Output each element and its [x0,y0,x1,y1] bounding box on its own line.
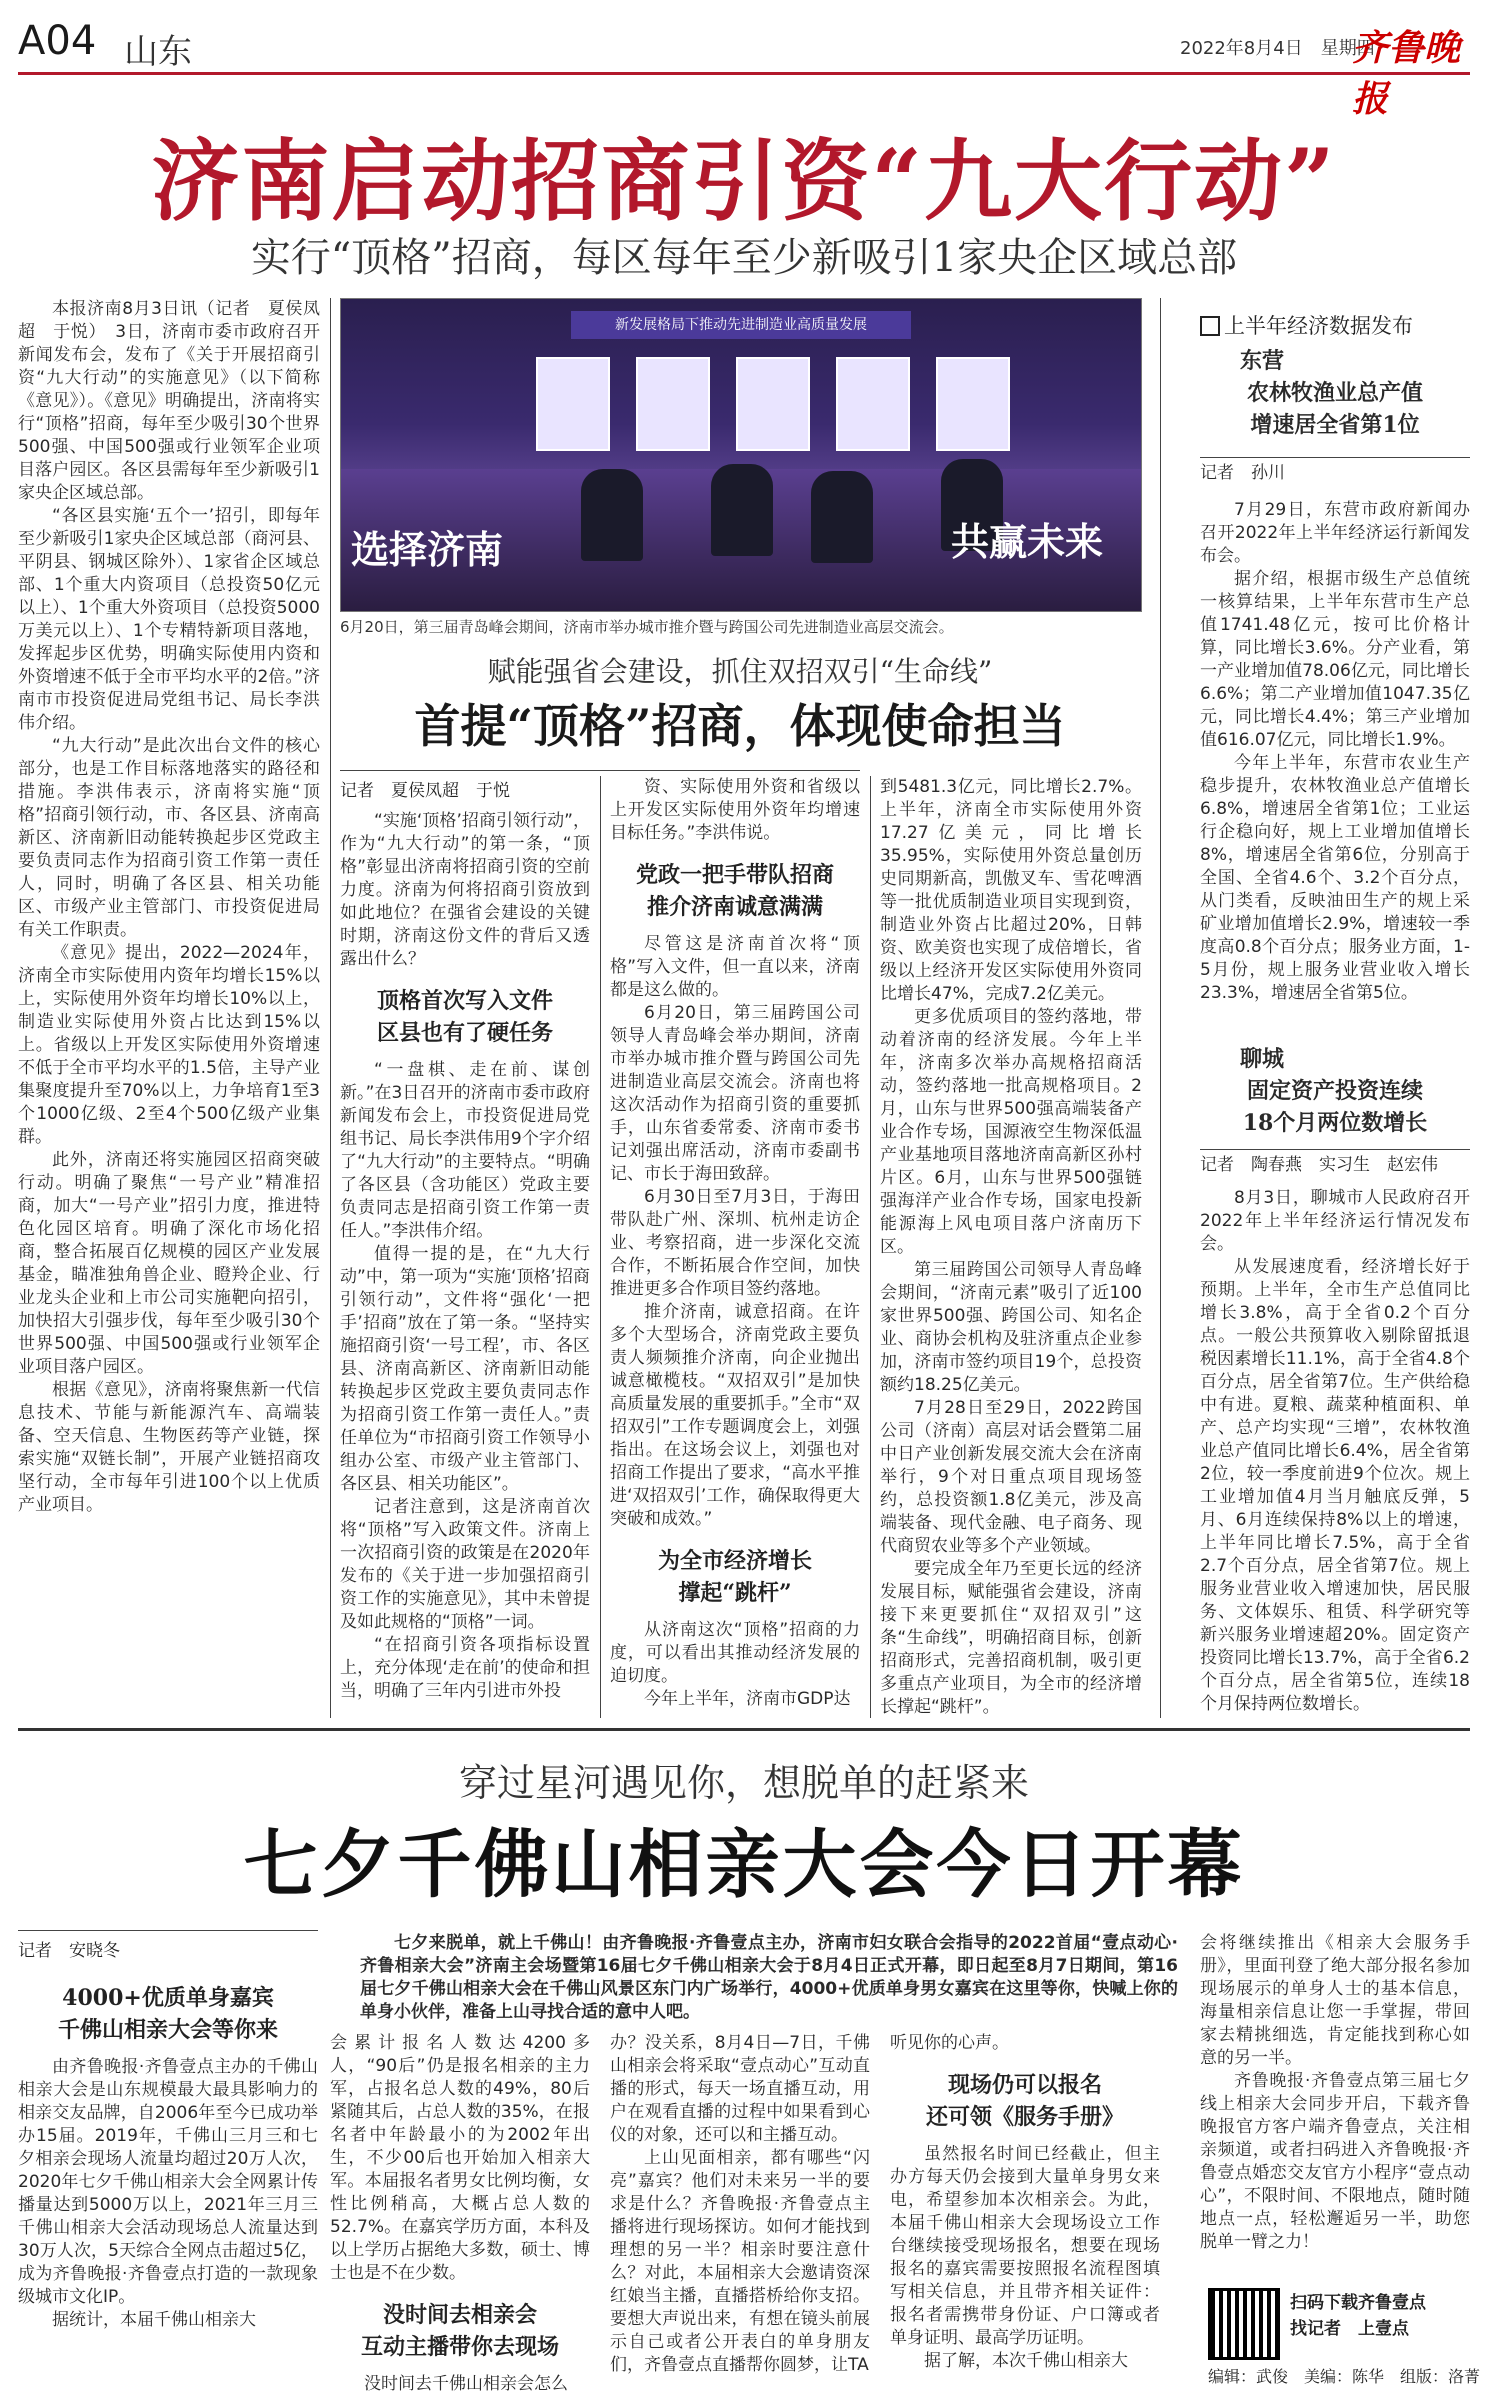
left-para: “九大行动”是此次出台文件的核心部分，也是工作目标落地落实的路径和措施。李洪伟表示，济南将实施“顶格”招商引领行动，市、各区县、济南高新区、济南新旧动能转换起步区党政主要负责同志作为招商引资工作第一责任人，同时，明确了各区县、相关功能区、市级产业主管部门、市投资促进局有关工作职责。 [18,736,320,940]
newspaper-logo: 齐鲁晚报 [1352,27,1461,120]
bottom-byline: 记者 安晓冬 [18,1941,120,1961]
byline-rule [18,1930,318,1931]
column-divider [330,298,331,1718]
mid-para: 值得一提的是，在“九大行动”中，第一项为“实施‘顶格’招商引领行动”，文件将“强化‘一把手’招商”放在了第一条。“坚持实施招商引资‘一号工程’，市、各区县、济南高新区、济南新旧动能转换起步区党政主要负责同志作为招商引资工作第一责任人。”责任单位为“市招商引资工作领导小组办公室、市级产业主管部门、各区县、相关功能区”。 [340,1244,590,1494]
story-para: 8月3日，聊城市人民政府召开2022年上半年经济运行情况发布会。 [1200,1188,1470,1254]
story-para: 7月29日，东营市政府新闻办召开2022年上半年经济运行新闻发布会。 [1200,500,1470,566]
mid-para: 到5481.3亿元，同比增长2.7%。上半年，济南全市实际使用外资17.27亿美元，同比增长35.95%，实际使用外资总量创历史同期新高，凯傲叉车、雪花啤酒等一批优质制造业项目实现到资，制造业外资占比超过20%，日韩资、欧美资也实现了成倍增长，省级以上经济开发区实际使用外资同比增长47%，完成7.2亿美元。 [880,777,1142,1004]
middle-title: 首提“顶格”招商，体现使命担当 [414,699,1066,753]
bottom-col-5 [1200,1932,1470,2254]
story-byline: 记者 孙川 [1200,463,1285,483]
byline-rule [1200,1149,1470,1150]
mid-para: “一盘棋、走在前、谋创新。”在3日召开的济南市委市政府新闻发布会上，市投资促进局党组书记、局长李洪伟用9个字介绍了“九大行动”的主要特点。“明确了各区县（含功能区）党政主要负责同志是招商引资工作第一责任人。”李洪伟介绍。 [340,1060,590,1241]
mid-para: 资、实际使用外资和省级以上开发区实际使用外资年均增速目标任务。”李洪伟说。 [610,777,860,843]
left-para: “各区县实施‘五个一’招引，即每年至少新吸引1家央企区域总部（商河县、平阴县、钢城区除外）、1家省企区域总部、1个重大内资项目（总投资50亿元以上）、1个重大外资项目（总投资5000万美元以上）、1个专精特新项目落地，发挥起步区优势，明确实际使用内资和外资增速不低于全市平均水平的2倍。”济南市市投资促进局党组书记、局长李洪伟介绍。 [18,506,320,733]
square-icon [1200,316,1220,336]
mid-para: 尽管这是济南首次将“顶格”写入文件，但一直以来，济南都是这么做的。 [610,934,860,1000]
bottom-col-1 [18,1968,318,2332]
bottom-subtitle: 现场仍可以报名 还可领《服务手册》 [925,2072,1124,2130]
mid-para: 第三届跨国公司领导人青岛峰会期间，“济南元素”吸引了近100家世界500强、跨国公司、知名企业、商协会机构及驻济重点企业参加，济南市签约项目19个，总投资额约18.25亿美元。 [880,1260,1142,1395]
mid-para: 今年上半年，济南市GDP达 [644,1689,851,1709]
bottom-para: 会累计报名人数达4200多人，“90后”仍是报名相亲的主力军，占报名总人数的49%，80后紧随其后，占总人数的35%，在报名者中年龄最小的为2002年出生，不少00后也开始加入相亲大军。本届报名者男女比例均衡，女性比例稍高，大概占总人数的52.7%。在嘉宾学历方面，本科及以上学历占据绝大多数，硕士、博士也是不在少数。 [330,2033,590,2283]
photo-banner: 新发展格局下推动先进制造业高质量发展 [571,311,911,339]
mid-para: 6月20日，第三届跨国公司领导人青岛峰会举办期间，济南市举办城市推介暨与跨国公司先进制造业高层交流会。济南也将这次活动作为招商引资的重要抓手，山东省委常委、济南市委书记刘强出席活动，济南市委副书记、市长于海田致辞。 [610,1003,860,1184]
story-para: 据介绍，根据市级生产总值统一核算结果，上半年东营市生产总值1741.48亿元，按可比价格计算，同比增长3.6%。分产业看，第一产业增加值78.06亿元，同比增长6.6%；第二产业增加值1047.35亿元，同比增长4.4%；第三产业增加值616.07亿元，同比增长1.9%。 [1200,569,1470,750]
panelist [711,464,773,556]
story-title: 固定资产投资连续 18个月两位数增长 [1242,1078,1428,1136]
byline-rule [1200,457,1470,458]
bottom-subtitle: 4000+优质单身嘉宾 千佛山相亲大会等你来 [57,1985,278,2043]
bottom-lead-text: 七夕来脱单，就上千佛山！由齐鲁晚报·齐鲁壹点主办，济南市妇女联合会指导的2022首届“壹点动心·齐鲁相亲大会”济南主会场暨第16届七夕千佛山相亲大会于8月4日正式开幕，即日起至8月7日期间，第16届七夕千佛山相亲大会在千佛山风景区东门内广场举行，4000+优质单身男女嘉宾在这里等你，快喊上你的单身小伙伴，准备上山寻找合适的意中人吧。 [360,1933,1178,2022]
left-para: 此外，济南还将实施园区招商突破行动。明确了聚焦“一号产业”精准招商，加大“一号产业”招引力度，推进特色化园区培育。明确了深化市场化招商，整合拓展百亿规模的园区产业发展基金，瞄准独角兽企业、瞪羚企业、行业龙头企业和上市公司实施靶向招引，加快招大引强步伐，每年至少吸引30个世界500强、中国500强或行业领军企业项目落户园区。 [18,1150,320,1377]
bottom-para: 由齐鲁晚报·齐鲁壹点主办的千佛山相亲大会是山东规模最大最具影响力的相亲交友品牌，自2006年至今已成功举办15届。2019年，千佛山三月三和七夕相亲会现场人流量均超过20万人次，2020年七夕千佛山相亲大会全网累计传播量达到5000万以上，2021年三月三千佛山相亲大会活动现场总人流量达到30万人次，5天综合全网点击超过5亿，成为齐鲁晚报·齐鲁壹点打造的一款现象级城市文化IP。 [18,2057,318,2307]
column-divider [600,776,601,1718]
sidebar-story-1 [1200,350,1470,1005]
story-title: 农林牧渔业总产值 增速居全省第1位 [1246,380,1423,438]
middle-byline: 记者 夏侯凤超 于悦 [340,781,510,801]
story-para: 从发展速度看，经济增长好于预期。上半年，全市生产总值同比增长3.8%，高于全省0.2个百分点。一般公共预算收入剔除留抵退税因素增长11.1%，高于全省4.8个百分点，居全省第7位。生产供给稳中有进。夏粮、蔬菜种植面积、单产、总产均实现“三增”，农林牧渔业总产值同比增长6.4%，居全省第2位，较一季度前进9个位次。规上工业增加值4月当月触底反弹，5月、6月连续保持8%以上的增速，上半年同比增长7.5%，高于全省2.7个百分点，居全省第7位。规上服务业营业收入增速加快，居民服务、文体娱乐、租赁、科学研究等新兴服务业增速超20%。固定资产投资同比增长13.7%，高于全省6.2个百分点，居全省第5位，连续18个月保持两位数增长。 [1200,1257,1470,1714]
mid-para: 更多优质项目的签约落地，带动着济南的经济发展。今年上半年，济南多次举办高规格招商活动，签约落地一批高规格项目。2月，山东与世界500强高端装备产业合作专场，国源液空生物深低温产业基地项目落地济南高新区孙村片区。6月，山东与世界500强链强海洋产业合作专场，国家电投新能源海上风电项目落户济南历下区。 [880,1007,1142,1257]
page-number: A04 [18,18,97,64]
sidebar-divider [1160,298,1161,1718]
story-byline: 记者 陶春燕 实习生 赵宏伟 [1200,1155,1438,1175]
mid-para: 7月28日至29日，2022跨国公司（济南）高层对话会暨第二届中日产业创新发展交流大会在济南举行，9个对日重点项目现场签约，总投资额1.8亿美元，涉及高端装备、现代金融、电子商务、现代商贸农业等多个产业领域。 [880,1398,1142,1556]
sidebar-header: 上半年经济数据发布 [1224,314,1413,338]
bottom-para: 听见你的心声。 [890,2033,1009,2053]
speaker-screen [736,357,810,451]
middle-kicker: 赋能强省会建设，抓住双招双引“生命线” [487,655,993,688]
middle-col-3 [880,776,1142,1719]
bottom-col-4 [890,2032,1160,2373]
bottom-para: 会将继续推出《相亲大会服务手册》，里面刊登了绝大部分报名参加现场展示的单身人士的基本信息，海量相亲信息让您一手掌握，带回家去精挑细选，肯定能找到称心如意的另一半。 [1200,1933,1470,2068]
bottom-para: 据统计，本届千佛山相亲大 [52,2310,256,2330]
middle-col-2 [610,776,860,1711]
mid-para: 记者注意到，这是济南首次将“顶格”写入政策文件。济南上一次招商引资的政策是在2020年发布的《关于进一步加强招商引资工作的实施意见》，其中未曾提及如此规格的“顶格”一词。 [340,1497,590,1632]
mid-subtitle: 为全市经济增长 撑起“跳杆” [657,1548,812,1606]
story-city: 聊城 [1240,1046,1285,1072]
bottom-para: 没时间去千佛山相亲会怎么 [364,2374,568,2394]
speaker-screen [636,357,710,451]
bottom-para: 据了解，本次千佛山相亲大 [924,2351,1128,2371]
mid-para: “实施‘顶格’招商引领行动”，作为“九大行动”的第一条，“顶格”彰显出济南将招商引资的空前力度。济南为何将招商引资放到如此地位？在强省会建设的关键时期，济南这份文件的背后又透露出什么？ [340,811,590,969]
mid-para: 推介济南，诚意招商。在许多个大型场合，济南党政主要负责人频频推介济南，向企业抛出诚意橄榄枝。“双招双引”是加快高质量发展的重要抓手。”全市“双招双引”工作专题调度会上，刘强指出。在这场会议上，刘强也对招商工作提出了要求，“高水平推进‘双招双引’工作，确保取得更大突破和成效。” [610,1302,860,1529]
right-sign: 共赢未来 [951,519,1104,564]
speaker-screen [536,357,610,451]
speaker-screen [936,357,1010,451]
qr-caption: 扫码下载齐鲁壹点 找记者 上壹点 [1290,2293,1426,2339]
bottom-col-2 [330,2032,590,2396]
mid-subtitle: 顶格首次写入文件 区县也有了硬任务 [376,988,553,1046]
mid-para: 从济南这次“顶格”招商的力度，可以看出其推动经济发展的迫切度。 [610,1620,860,1686]
bottom-col-3 [610,2032,870,2377]
page-footer: 编辑：武俊 美编：陈华 组版：洛菁 [1208,2367,1481,2386]
qr-code-icon[interactable] [1208,2288,1280,2360]
panelist [811,471,873,563]
story-para: 今年上半年，东营市农业生产稳步提升，农林牧渔业总产值增长6.8%，增速居全省第1位；工业运行企稳向好，规上工业增加值增长8%，增速居全省第6位，分别高于全国、全省4.6个、3.2个百分点，从门类看，反映油田生产的规上采矿业增加值增长2.9%，增速较一季度高0.8个百分点；服务业方面，1-5月份，规上服务业营业收入增长23.3%，增速居全省第5位。 [1200,753,1470,1003]
bottom-title: 七夕千佛山相亲大会今日开幕 [243,1822,1245,1908]
section-name: 山东 [124,32,192,72]
byline-rule [340,770,860,771]
sidebar-story-2 [1200,1048,1470,1716]
bottom-kicker: 穿过星河遇见你，想脱单的赶紧来 [458,1761,1029,1805]
bottom-subtitle: 没时间去相亲会 互动主播带你去现场 [360,2302,559,2360]
bottom-para: 办？没关系，8月4日—7日，千佛山相亲会将采取“壹点动心”互动直播的形式，每天一场直播互动，用户在观看直播的过程中如果看到心仪的对象，还可以和主播互动。 [610,2033,870,2145]
bottom-lead [360,1932,1178,2024]
mid-para: 6月30日至7月3日，于海田带队赴广州、深圳、杭州走访企业、考察招商，进一步深化交流合作，不断拓展合作空间，加快推进更多合作项目签约落地。 [610,1187,860,1299]
left-sign: 选择济南 [351,527,504,572]
left-para: 根据《意见》，济南将聚焦新一代信息技术、节能与新能源汽车、高端装备、空天信息、生物医药等产业链，探索实施“双链长制”，开展产业链招商攻坚行动，全市每年引进100个以上优质产业项目。 [18,1380,320,1515]
left-para: 《意见》提出，2022—2024年，济南全市实际使用内资年均增长15%以上，实际使用外资年均增长10%以上，制造业实际使用外资占比达到15%以上。省级以上开发区实际使用外资增速不低于全市平均水平的1.5倍，主导产业集聚度提升至70%以上，力争培育1至3个1000亿级、2至4个500亿级产业集群。 [18,943,320,1147]
left-lead: 本报济南8月3日讯（记者 夏侯凤超 于悦） 3日，济南市委市政府召开新闻发布会，发布了《关于开展招商引资“九大行动”的实施意见》（以下简称《意见》）。《意见》明确提出，济南将实行“顶格”招商，每年至少吸引30个世界500强、中国500强或行业领军企业项目落户园区。各区县需每年至少新吸引1家央企区域总部。 [18,299,320,503]
mid-para: 要完成全年乃至更长远的经济发展目标，赋能强省会建设，济南接下来更要抓住“双招双引”这条“生命线”，明确招商目标，创新招商形式，完善招商机制，吸引更多重点产业项目，为全市的经济增长撑起“跳杆”。 [880,1559,1142,1717]
column-divider [870,776,871,1718]
story-city: 东营 [1240,348,1285,374]
bottom-para: 虽然报名时间已经截止，但主办方每天仍会接到大量单身男女来电，希望参加本次相亲会。为此，本届千佛山相亲大会现场设立工作台继续接受现场报名，想要在现场报名的嘉宾需要按照报名流程图填写相关信息，并且带齐相关证件：报名者需携带身份证、户口簿或者单身证明、最高学历证明。 [890,2144,1160,2348]
mid-para: “在招商引资各项指标设置上，充分体现‘走在前’的使命和担当，明确了三年内引进市外投 [340,1635,590,1701]
story-divider [18,1728,1470,1731]
main-subhead: 实行“顶格”招商，每区每年至少新吸引1家央企区域总部 [250,235,1238,281]
main-headline: 济南启动招商引资“九大行动” [151,129,1337,233]
panelist [581,469,643,561]
mid-subtitle: 党政一把手带队招商 推介济南诚意满满 [635,862,834,920]
bottom-para: 齐鲁晚报·齐鲁壹点第三届七夕线上相亲大会同步开启，下载齐鲁晚报官方客户端齐鲁壹点，关注相亲频道，或者扫码进入齐鲁晚报·齐鲁壹点婚恋交友官方小程序“壹点动心”，不限时间、不限地点，随时随地点一点，轻松邂逅另一半，助您脱单一臂之力！ [1200,2071,1470,2252]
bottom-para: 上山见面相亲，都有哪些“闪亮”嘉宾？他们对未来另一半的要求是什么？齐鲁晚报·齐鲁壹点主播将进行现场探访。如何才能找到理想的另一半？相亲时要注意什么？对此，本届相亲大会邀请资深红娘当主播，直播搭桥给你支招。要想大声说出来，有想在镜头前展示自己或者公开表白的单身朋友们，齐鲁壹点直播帮你圆梦，让TA [610,2148,870,2375]
speaker-screen [836,357,910,451]
header-rule [18,72,1470,75]
middle-col-1 [340,810,590,1703]
issue-date: 2022年8月4日 星期四 [1180,38,1375,59]
photo-caption: 6月20日，第三届青岛峰会期间，济南市举办城市推介暨与跨国公司先进制造业高层交流会。 [340,618,954,636]
forum-photo [340,298,1142,612]
left-column [18,298,320,1517]
